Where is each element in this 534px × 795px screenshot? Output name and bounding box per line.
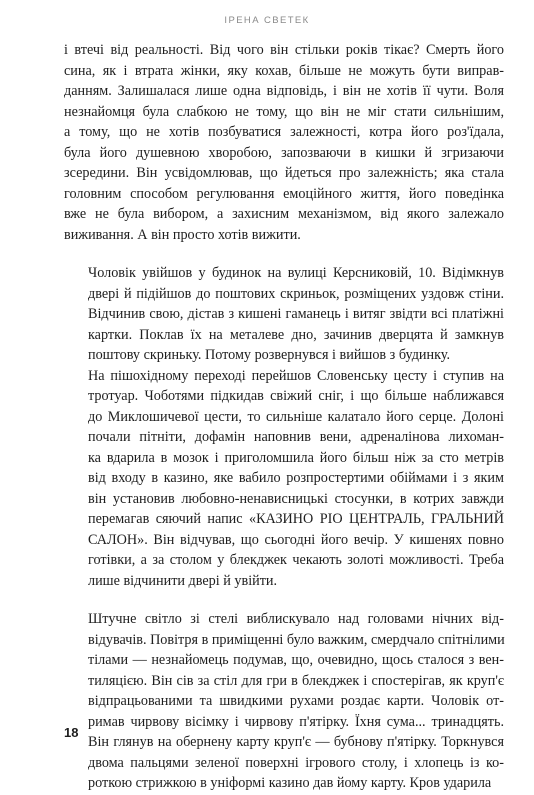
text-line: сина, як і втрата жінки, яку кохав, більше не можуть бути виправ- xyxy=(64,62,504,79)
text-line: була його душевною хворобою, запозваючи в кишки й згризаючи xyxy=(64,144,504,161)
text-line: ка вдарила в мозок і приголомшила його більш ніж за сто метрів xyxy=(88,449,504,466)
text-line: тротуар. Чоботями підкидав свіжий сніг, і що більше наближався xyxy=(88,388,504,404)
text-line: незнайомця була слабкою не тому, що він не міг стати сильнішим, xyxy=(64,103,504,120)
text-line: Штучне світло зі стелі виблискувало над головами нічних від- xyxy=(88,611,504,627)
text-line: двома пальцями зеленої поверхні ігрового столу, і хлопець із ко- xyxy=(88,754,504,771)
running-head-author: ІРЕНА СВЕТЕК xyxy=(224,15,310,26)
text-line: відпрацьованими та швидкими рухами роздає карти. Чоловік от- xyxy=(88,693,504,709)
text-line: відувачів. Повітря в приміщенні було важким, смердчало спітнілими xyxy=(88,631,505,648)
text-line: почали пітніти, дофамін наповнив вени, адреналінова лихоман- xyxy=(88,429,504,445)
text-line: тілами — незнайомець подумав, що, очевидно, щось сталося з вен- xyxy=(88,652,504,668)
text-line: зсередини. Він усвідомлював, що йдеться про залежність; яка стала xyxy=(64,165,504,181)
text-line: перемагав сяючий напис «КАЗИНО РІО ЦЕНТРАЛЬ, ГРАЛЬНИЙ xyxy=(88,511,504,527)
text-line: римав чирвову вісімку і чирвову п'ятірку. Їхня сума... тринадцять. xyxy=(88,713,504,730)
text-line: данням. Залишалася лише одна відповідь, і він не хотів її чути. Воля xyxy=(64,83,504,99)
paragraph-1 xyxy=(64,40,504,245)
text-line: до Миклошичевої цести, то сильніше калатало його серце. Долоні xyxy=(88,408,504,425)
text-line: і втечі від реальності. Від чого він стільки років тікає? Смерть його xyxy=(64,42,504,58)
paragraph-4 xyxy=(64,609,504,794)
text-line: двері й підійшов до поштових скриньок, розміщених уздовж стіни. xyxy=(88,285,504,302)
text-line: картки. Поклав їх на металеве дно, зачинив дверцята й замкнув xyxy=(88,326,504,343)
text-line: від входу в казино, яке вабило розпростертими обіймами і з яким xyxy=(88,470,504,486)
text-line: На пішохідному переході перейшов Словенську цесту і ступив на xyxy=(88,367,504,384)
text-line: Він глянув на обернену карту круп'є — бубнову п'ятірку. Торкнувся xyxy=(88,734,504,750)
text-line: поштову скриньку. Потому розвернувся і вийшов з будинку. xyxy=(88,347,451,363)
text-line: головним способом регулювання емоційного життя, його поведінка xyxy=(64,185,504,202)
text-line: роткою стрижкою в уніформі казино дав йому карту. Кров ударила xyxy=(88,775,492,791)
text-line: виживання. А він просто хотів вижити. xyxy=(64,226,301,243)
text-line: Відчинив свою, дістав з кишені гаманець і витяг звідти всі платіжні xyxy=(88,306,504,322)
paragraph-3 xyxy=(64,366,504,592)
body-text xyxy=(64,40,504,794)
text-line: САЛОН». Він відчував, що сьогодні його вечір. У кишенях повно xyxy=(88,531,504,548)
text-line: лише відчинити двері й увійти. xyxy=(88,572,278,589)
text-line: готівки, а за столом у блекджек чекають золоті можливості. Треба xyxy=(88,552,504,568)
paragraph-2 xyxy=(64,263,504,366)
text-line: а тому, що не хотів позбуватися залежності, котра його роз'їдала, xyxy=(64,124,504,140)
text-line: він установив любовно-ненависницькі стосунки, в котрих завжди xyxy=(88,490,504,507)
text-line: тиляцією. Він сів за стіл для гри в блекджек і спостерігав, як круп'є xyxy=(88,672,504,689)
page-number: 18 xyxy=(64,725,79,740)
text-line: Чоловік увійшов у будинок на вулиці Керсниковій, 10. Відімкнув xyxy=(88,265,504,281)
text-line: вже не була вибором, а захисним механізмом, від якого залежало xyxy=(64,206,504,222)
